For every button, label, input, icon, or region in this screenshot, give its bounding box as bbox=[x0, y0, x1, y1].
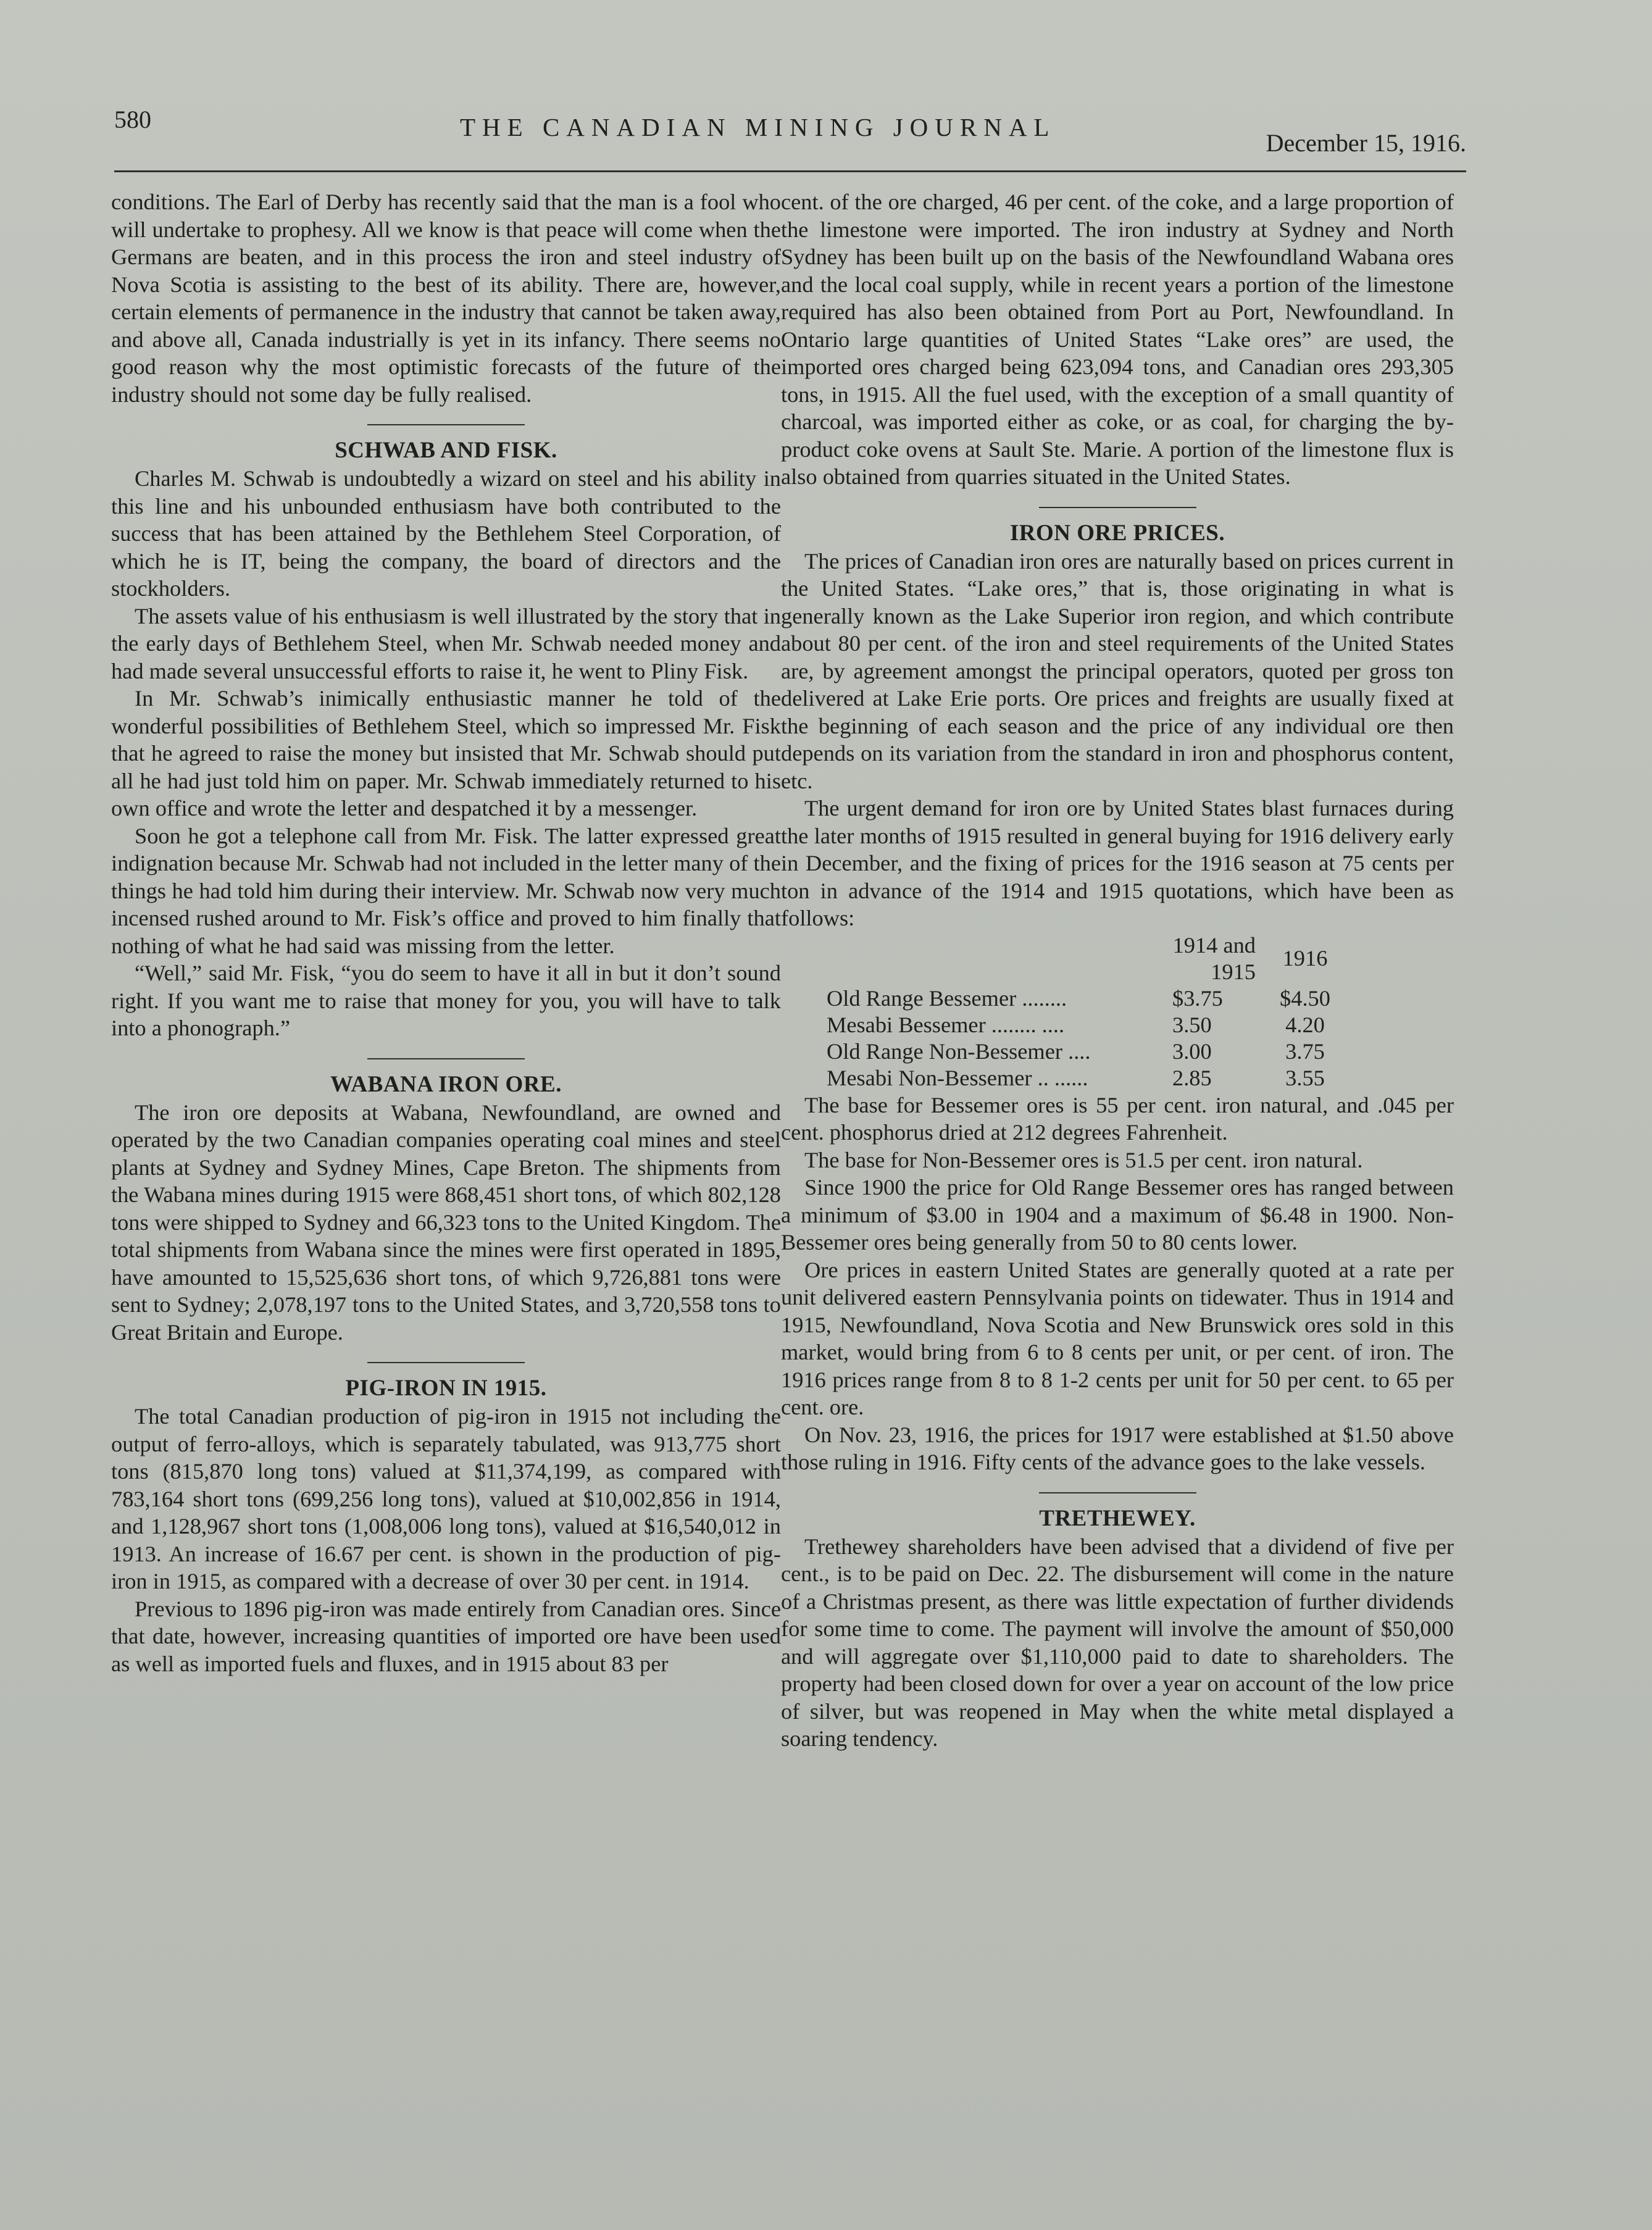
dot-leader: ........ .... bbox=[985, 1012, 1065, 1037]
table-row bbox=[827, 1038, 1354, 1065]
ore-grade-label: Mesabi Bessemer bbox=[827, 1012, 986, 1037]
prices-paragraph: The urgent demand for iron ore by United States blast furnaces during the later months of 1915 resulted in general buying for 1916 delivery early in December, and the fixing of prices for the 1916 season at 75 cents per ton in advance of the 1914 and 1915 quotations, which have been as follows: bbox=[781, 796, 1454, 930]
heading-wabana-iron-ore: WABANA IRON ORE. bbox=[330, 1071, 562, 1097]
wabana-paragraph: The iron ore deposits at Wabana, Newfoundland, are owned and operated by the two Canadian companies operating coal mines and steel plants at Sydney and Sydney Mines, Cape Breton. The shipments from the Wabana mines during 1915 were 868,451 short tons, of which 802,128 tons were shipped to Sydney and 66,323 tons to the United Kingdom. The total shipments from Wabana since the mines were first operated in 1895, have amounted to 15,525,636 short tons, of which 9,726,881 tons were sent to Sydney; 2,078,197 tons to the United States, and 3,720,558 tons to Great Britain and Europe. bbox=[111, 1100, 781, 1345]
prices-paragraph: The prices of Canadian iron ores are naturally based on prices current in the United States. “Lake ores,” that is, those originating in what is generally known as the Lake Superior iron region, and which contribute about 80 per cent. of the iron and steel requirements of the United States are, by agreement amongst the principal operators, quoted per gross ton delivered at Lake Erie ports. Ore prices and freights are usually fixed at the beginning of each season and the price of any individual ore then depends on its variation from the standard in iron and phosphorus content, etc. bbox=[781, 548, 1454, 793]
dot-leader: .. ...... bbox=[1032, 1065, 1088, 1090]
table-col-header-1914-1915: 1914 and 1915 bbox=[1172, 932, 1256, 984]
schwab-paragraph: “Well,” said Mr. Fisk, “you do seem to have it all in but it don’t sound right. If you want me to raise that money for you, you will have to talk into a phonograph.” bbox=[111, 961, 781, 1040]
journal-title: THE CANADIAN MINING JOURNAL bbox=[460, 113, 1056, 141]
page-header bbox=[114, 105, 1466, 157]
section-divider bbox=[367, 424, 525, 425]
price-1916: $4.50 bbox=[1280, 985, 1330, 1011]
table-row bbox=[827, 1065, 1354, 1092]
price-1916: 4.20 bbox=[1285, 1012, 1325, 1037]
page-number: 580 bbox=[114, 106, 151, 133]
price-1914-1915: 3.00 bbox=[1172, 1038, 1212, 1064]
pig-iron-paragraph: Previous to 1896 pig-iron was made entirely from Canadian ores. Since that date, however, increasing quantities of imported ore have been used as well as imported fuels and fluxes, and in 1915 about 83 per bbox=[111, 1596, 781, 1676]
table-col-header-1916: 1916 bbox=[1282, 946, 1328, 971]
dot-leader: .... bbox=[1062, 1038, 1091, 1064]
schwab-paragraph: The assets value of his enthusiasm is well illustrated by the story that in the early days of Bethlehem Steel, when Mr. Schwab needed money and had made several unsuccessful efforts to raise it, he went to Pliny Fisk. bbox=[111, 603, 781, 683]
pig-iron-paragraph: The total Canadian production of pig-iron in 1915 not including the output of ferro-alloys, which is separately tabulated, was 913,775 short tons (815,870 long tons) valued at $11,374,199, as compared with 783,164 short tons (699,256 long tons), valued at $10,002,856 in 1914, and 1,128,967 short tons (1,008,006 long tons), valued at $16,540,012 in 1913. An increase of 16.67 per cent. is shown in the production of pig-iron in 1915, as compared with a decrease of over 30 per cent. in 1914. bbox=[111, 1404, 781, 1593]
ore-grade-label: Old Range Non-Bessemer bbox=[827, 1038, 1063, 1064]
heading-iron-ore-prices: IRON ORE PRICES. bbox=[1009, 520, 1225, 546]
schwab-paragraph: In Mr. Schwab’s inimically enthusiastic manner he told of the wonderful possibilities of Bethlehem Steel, which so impressed Mr. Fisk that he agreed to raise the money but insisted that Mr. Schwab should put all he had just told him on paper. Mr. Schwab immediately returned to his own office and wrote the letter and despatched it by a messenger. bbox=[111, 686, 781, 821]
prices-paragraph: The base for Bessemer ores is 55 per cent. iron natural, and .045 per cent. phosphorus dried at 212 degrees Fahrenheit. bbox=[781, 1092, 1454, 1145]
table-row bbox=[827, 1012, 1354, 1038]
price-1914-1915: $3.75 bbox=[1172, 985, 1223, 1011]
table-header-row bbox=[827, 932, 1354, 985]
intro-paragraph: conditions. The Earl of Derby has recently said that the man is a fool who will undertake to prophesy. All we know is that peace will come when the Germans are beaten, and in this process the iron and steel industry of Nova Scotia is assisting to the best of its ability. There are, however, certain elements of permanence in the industry that cannot be taken away, and above all, Canada industrially is yet in its infancy. There seems no good reason why the most optimistic forecasts of the future of the industry should not some day be fully realised. bbox=[111, 190, 781, 407]
right-column bbox=[781, 188, 1454, 1753]
table-row bbox=[827, 985, 1354, 1012]
issue-date: December 15, 1916. bbox=[1266, 129, 1466, 157]
section-divider bbox=[1039, 507, 1196, 508]
heading-schwab-and-fisk: SCHWAB AND FISK. bbox=[335, 438, 557, 463]
continued-paragraph: cent. of the ore charged, 46 per cent. of the coke, and a large proportion of the limestone were imported. The iron industry at Sydney and North Sydney has been built up on the basis of the Newfoundland Wabana ores and the local coal supply, while in recent years a portion of the limestone required has also been obtained from Port au Port, Newfoundland. In Ontario large quantities of United States “Lake ores” are used, the imported ores charged being 623,094 tons, and Canadian ores 293,305 tons, in 1915. All the fuel used, with the exception of a small quantity of charcoal, was imported either as coke, or as coal, for charging the by-product coke ovens at Sault Ste. Marie. A portion of the limestone flux is also obtained from quarries situated in the United States. bbox=[781, 190, 1454, 489]
ore-grade-label: Mesabi Non-Bessemer bbox=[827, 1065, 1032, 1090]
section-divider bbox=[367, 1362, 525, 1363]
schwab-paragraph: Charles M. Schwab is undoubtedly a wizard on steel and his ability in this line and his unbounded enthusiasm have both contributed to the success that has been attained by the Bethlehem Steel Corporation, of which he is IT, being the company, the board of directors and the stockholders. bbox=[111, 466, 781, 601]
prices-paragraph: On Nov. 23, 1916, the prices for 1917 were established at $1.50 above those ruling in 1916. Fifty cents of the advance goes to the lake vessels. bbox=[781, 1422, 1454, 1474]
left-column bbox=[111, 188, 781, 1677]
dot-leader: ........ bbox=[1016, 985, 1067, 1011]
heading-pig-iron: PIG-IRON IN 1915. bbox=[345, 1376, 547, 1401]
heading-trethewey: TRETHEWEY. bbox=[1039, 1505, 1196, 1531]
price-1916: 3.75 bbox=[1285, 1038, 1325, 1064]
trethewey-paragraph: Trethewey shareholders have been advised that a dividend of five per cent., is to be paid on Dec. 22. The disbursement will come in the nature of a Christmas present, as there was little expectation of further dividends for some time to come. The payment will involve the amount of $50,000 and will aggregate over $1,110,000 paid to date to shareholders. The property had been closed down for over a year on account of the low price of silver, but was reopened in May when the white metal displayed a soaring tendency. bbox=[781, 1534, 1454, 1751]
prices-paragraph: Since 1900 the price for Old Range Bessemer ores has ranged between a minimum of $3.00 in 1904 and a maximum of $6.48 in 1900. Non-Bessemer ores being generally from 50 to 80 cents lower. bbox=[781, 1175, 1454, 1255]
section-divider bbox=[367, 1058, 525, 1059]
prices-paragraph: The base for Non-Bessemer ores is 51.5 per cent. iron natural. bbox=[804, 1147, 1363, 1172]
table-header-spacer bbox=[827, 932, 1172, 985]
header-rule bbox=[114, 170, 1466, 172]
prices-paragraph: Ore prices in eastern United States are generally quoted at a rate per unit delivered eastern Pennsylvania points on tidewater. Thus in 1914 and 1915, Newfoundland, Nova Scotia and New Brunswick ores sold in this market, would bring from 6 to 8 cents per unit, or per cent. of iron. The 1916 prices range from 8 to 8 1-2 cents per unit for 50 per cent. to 65 per cent. ore. bbox=[781, 1257, 1454, 1419]
schwab-paragraph: Soon he got a telephone call from Mr. Fisk. The latter expressed great indignation because Mr. Schwab had not included in the letter many of the things he had told him during their interview. Mr. Schwab now very much incensed rushed around to Mr. Fisk’s office and proved to him finally that nothing of what he had said was missing from the letter. bbox=[111, 823, 781, 958]
price-1914-1915: 2.85 bbox=[1172, 1065, 1212, 1090]
price-1914-1915: 3.50 bbox=[1172, 1012, 1212, 1037]
ore-grade-label: Old Range Bessemer bbox=[827, 985, 1017, 1011]
price-1916: 3.55 bbox=[1285, 1065, 1325, 1090]
section-divider bbox=[1039, 1492, 1196, 1493]
ore-price-table bbox=[827, 932, 1354, 1092]
